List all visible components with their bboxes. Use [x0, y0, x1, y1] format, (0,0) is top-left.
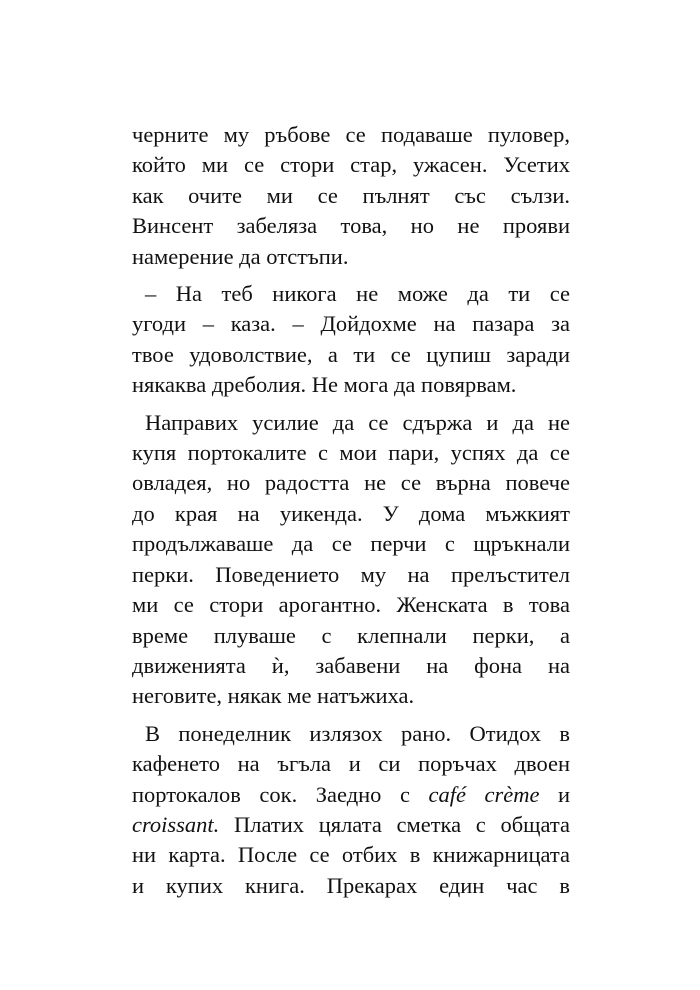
text-line: угоди – каза. – Дойдохме на пазара за — [132, 311, 570, 337]
text-line: неговите, някак ме натъжиха. — [132, 683, 415, 709]
text-line: Направих усилие да се сдържа и да не — [145, 409, 570, 435]
text-line — [132, 780, 570, 810]
text-line: намерение да отстъпи. — [132, 243, 349, 269]
text-segment: портокалов сок. Заедно с — [132, 781, 410, 807]
text-line: как очите ми се пълнят със сълзи. — [132, 182, 570, 208]
text-line — [132, 810, 570, 840]
text-line: В понеделник излязох рано. Отидох в — [145, 720, 570, 746]
text-line: време плуваше с клепнали перки, а — [132, 622, 570, 648]
paragraph-spacer — [132, 272, 570, 279]
paragraph-spacer — [132, 712, 570, 719]
text-line: и купих книга. Прекарах един час в — [132, 872, 570, 898]
italic-phrase: café crème — [428, 781, 540, 807]
text-line: продължаваше да се перчи с щръкнали — [132, 531, 570, 557]
text-line: – На теб никога не може да ти се — [145, 281, 570, 307]
text-line: до края на уикенда. У дома мъжкият — [132, 500, 570, 526]
text-line: движенията ѝ, забавени на фона на — [132, 652, 570, 678]
text-segment: и — [557, 781, 571, 807]
text-line: перки. Поведението му на прелъстител — [132, 561, 570, 587]
paragraph-1 — [132, 120, 570, 272]
paragraph-3 — [132, 408, 570, 712]
text-line: овладея, но радостта не се върна повече — [132, 470, 570, 496]
text-line: черните му ръбове се подаваше пуловер, — [132, 122, 570, 147]
text-line: кафенето на ъгъла и си поръчах двоен — [132, 751, 570, 777]
paragraph-4 — [132, 719, 570, 901]
italic-phrase: croissant. — [132, 811, 220, 837]
paragraph-2 — [132, 279, 570, 401]
text-line: твое удоволствие, а ти се цупиш заради — [132, 341, 570, 367]
text-line: купя портокалите с мои пари, успях да се — [132, 440, 570, 466]
text-line: ми се стори арогантно. Женската в това — [132, 592, 570, 618]
text-line: който ми се стори стар, ужасен. Усетих — [132, 152, 570, 178]
body-text — [132, 120, 570, 901]
text-line: някаква дреболия. Не мога да повярвам. — [132, 372, 517, 398]
text-line: ни карта. После се отбих в книжарницата — [132, 842, 570, 868]
text-segment: Платих цялата сметка с общата — [234, 811, 570, 837]
paragraph-spacer — [132, 401, 570, 408]
text-line: Винсент забеляза това, но не прояви — [132, 213, 570, 239]
